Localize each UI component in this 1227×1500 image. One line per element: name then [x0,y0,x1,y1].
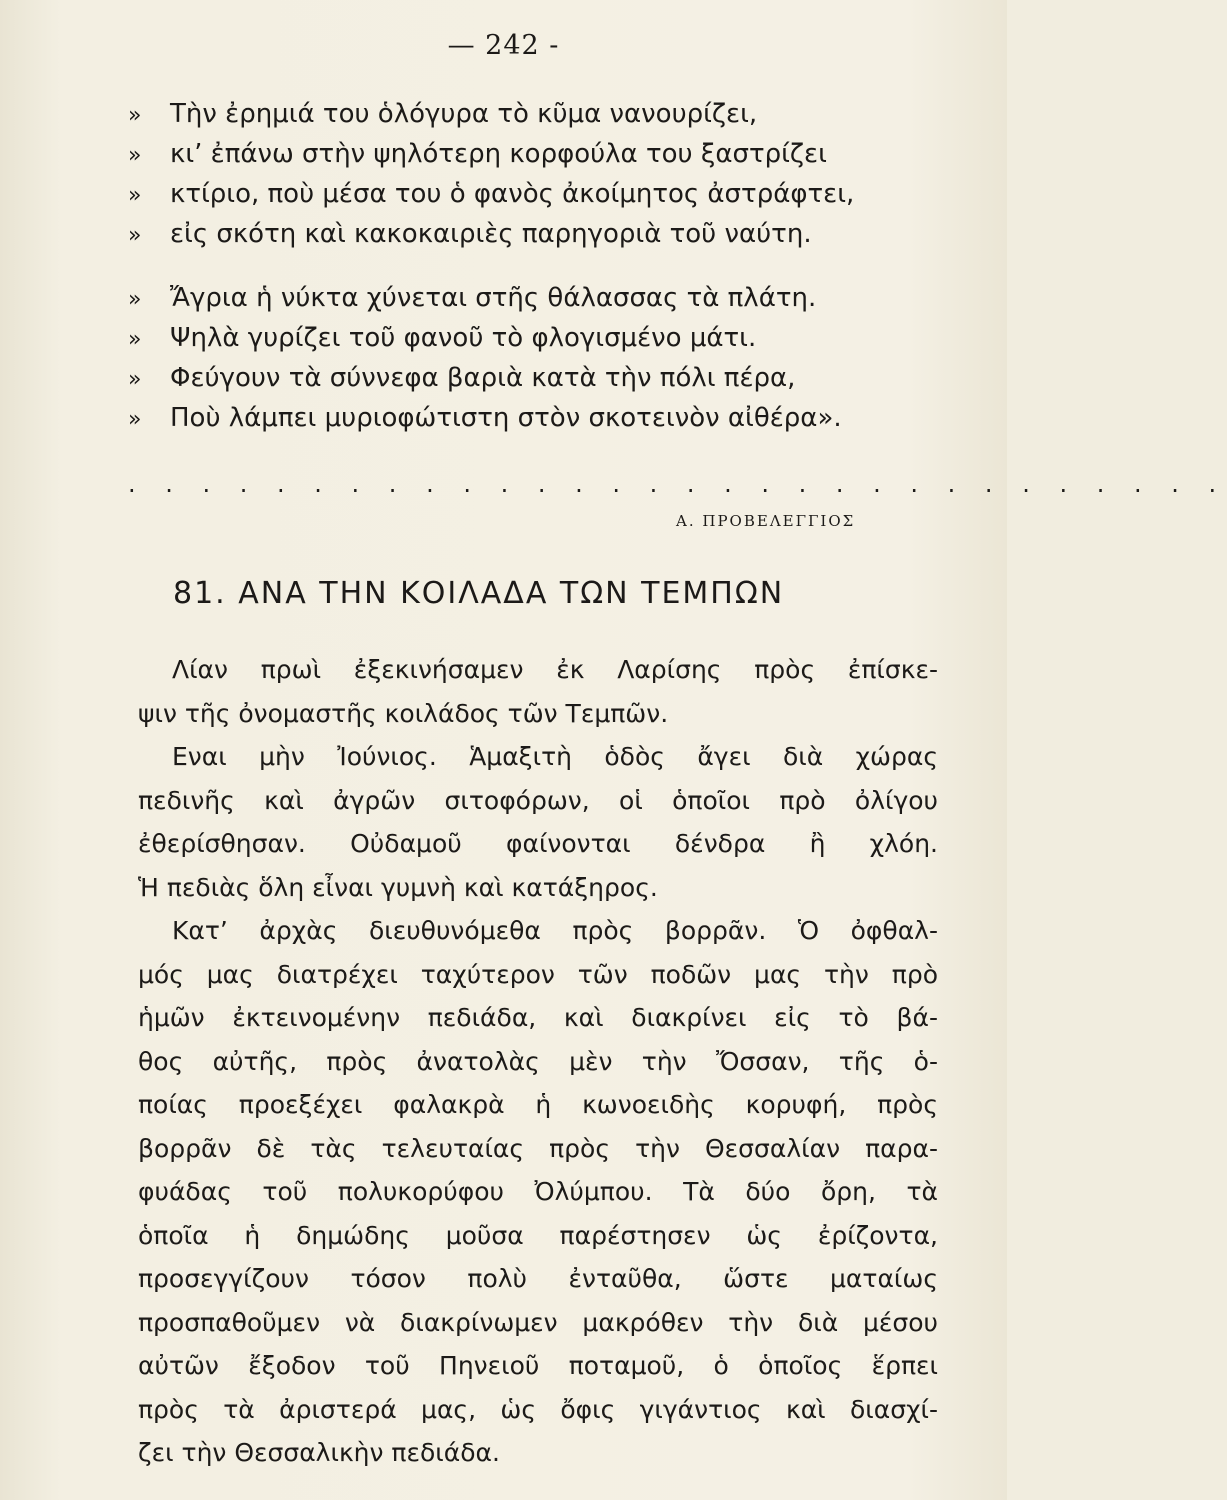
poem-author: Α. ΠΡΟΒΕΛΕΓΓΙΟΣ [676,512,856,530]
text-line: πρὸς τὰ ἀριστερά μας, ὡς ὄφις γιγάντιος καὶ διασχί- [138,1394,938,1424]
page-number: — 242 - [447,30,560,61]
text-line: ἡμῶν ἐκτεινομένην πεδιάδα, καὶ διακρίνει εἰς τὸ βά- [138,1003,938,1032]
text-line: θος αὐτῆς, πρὸς ἀνατολὰς μὲν τὴν Ὄσσαν, τῆς ὁ- [138,1046,938,1076]
quote-mark: » [128,367,142,392]
poem-line: » Φεύγουν τὰ σύννεφα βαριὰ κατὰ τὴν πόλι πέρα, [128,359,948,399]
stanza-break [128,255,948,279]
poem-line: » κτίριο, ποὺ μέσα του ὁ φανὸς ἀκοίμητος ἀστράφτει, [128,175,948,215]
quote-mark: » [128,327,142,352]
poem [128,95,948,439]
quote-mark: » [128,407,142,432]
quote-mark: » [128,183,142,208]
poem-line: » κι’ ἐπάνω στὴν ψηλότερη κορφούλα του ξαστρίζει [128,135,948,175]
text-line: μός μας διατρέχει ταχύτερον τῶν ποδῶν μας τὴν πρὸ [138,959,938,989]
quote-mark: » [128,287,142,312]
text-line: Κατ’ ἀρχὰς διευθυνόμεθα πρὸς βορρᾶν. Ὁ ὀφθαλ- [172,916,938,945]
poem-line: » Ψηλὰ γυρίζει τοῦ φανοῦ τὸ φλογισμένο μάτι. [128,319,948,359]
text-line: φυάδας τοῦ πολυκορύφου Ὀλύμπου. Τὰ δύο ὄρη, τὰ [138,1177,938,1206]
quote-mark: » [128,223,142,248]
text-line: αὐτῶν ἔξοδον τοῦ Πηνειοῦ ποταμοῦ, ὁ ὁποῖος ἕρπει [138,1351,938,1380]
quote-mark: » [128,103,142,128]
section-heading: 81. ΑΝΑ ΤΗΝ ΚΟΙΛΑΔΑ ΤΩΝ ΤΕΜΠΩΝ [173,576,785,611]
quote-mark: » [128,143,142,168]
text-line: ὁποῖα ἡ δημώδης μοῦσα παρέστησεν ὡς ἐρίζοντα, [138,1220,938,1250]
text-line: ποίας προεξέχει φαλακρὰ ἡ κωνοειδὴς κορυφή, πρὸς [138,1090,938,1119]
poem-line: » Τὴν ἐρημιά του ὁλόγυρα τὸ κῦμα νανουρίζει, [128,95,948,135]
text-line: Εναι μὴν Ἰούνιος. Ἁμαξιτὴ ὁδὸς ἄγει διὰ χώρας [172,742,938,771]
text-line: Λίαν πρωὶ ἐξεκινήσαμεν ἐκ Λαρίσης πρὸς ἐπίσκε- [172,655,938,684]
text-line: πεδινῆς καὶ ἀγρῶν σιτοφόρων, οἱ ὁποῖοι πρὸ ὀλίγου [138,785,938,815]
poem-line: » εἰς σκότη καὶ κακοκαιριὲς παρηγοριὰ τοῦ ναύτη. [128,215,948,255]
text-line: ζει τὴν Θεσσαλικὴν πεδιάδα. [138,1438,500,1467]
text-line: ἐθερίσθησαν. Οὐδαμοῦ φαίνονται δένδρα ἢ χλόη. [138,829,938,858]
poem-line: » Ἄγρια ἡ νύκτα χύνεται στῆς θάλασσας τὰ πλάτη. [128,279,948,319]
section-body [138,648,938,1475]
text-line: βορρᾶν δὲ τὰς τελευταίας πρὸς τὴν Θεσσαλίαν παρα- [138,1133,938,1163]
text-line: Ἡ πεδιὰς ὅλη εἶναι γυμνὴ καὶ κατάξηρος. [138,872,658,902]
text-line: προσεγγίζουν τόσον πολὺ ἐνταῦθα, ὥστε ματαίως [138,1264,938,1293]
text-line: προσπαθοῦμεν νὰ διακρίνωμεν μακρόθεν τὴν διὰ μέσου [138,1307,938,1337]
text-line: ψιν τῆς ὀνομαστῆς κοιλάδος τῶν Τεμπῶν. [138,698,669,728]
poem-line: » Ποὺ λάμπει μυριοφώτιστη στὸν σκοτεινὸν αἰθέρα». [128,399,948,439]
ellipsis-divider: . . . . . . . . . . . . . . . . . . . . . . . . . . . . . . [128,470,1227,498]
